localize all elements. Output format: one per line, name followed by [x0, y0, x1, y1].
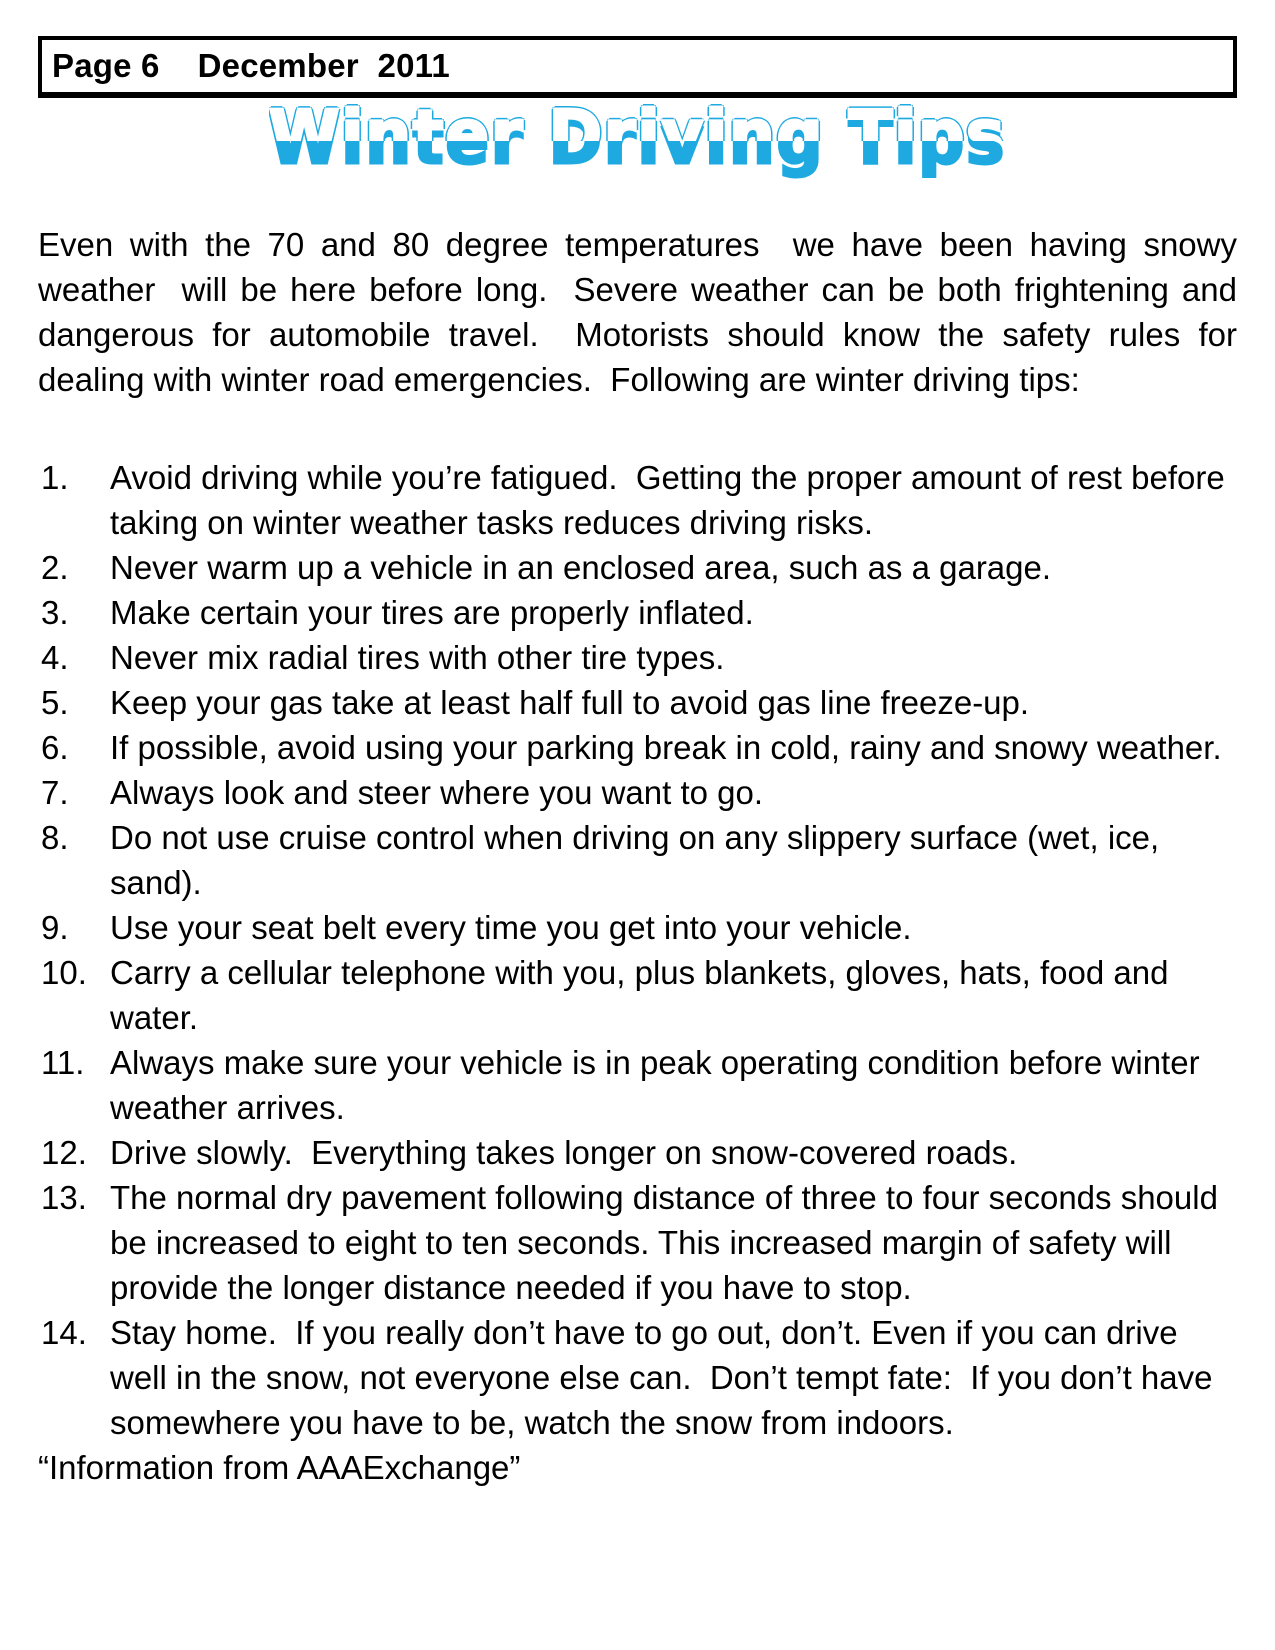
- list-item-text: If possible, avoid using your parking break in cold, rainy and snowy weather.: [110, 729, 1222, 766]
- list-item: [38, 455, 1237, 545]
- list-item-text: Use your seat belt every time you get into your vehicle.: [110, 909, 912, 946]
- list-item-number: 14.: [41, 1314, 87, 1351]
- list-item-number: 10.: [41, 954, 87, 991]
- list-item-text: Always make sure your vehicle is in peak operating condition before winter weather arrives.: [110, 1044, 1209, 1126]
- list-item-number: 13.: [41, 1179, 87, 1216]
- list-item-number: 8.: [41, 819, 69, 856]
- list-item: [38, 905, 1237, 950]
- intro-paragraph: Even with the 70 and 80 degree temperatures we have been having snowy weather will be here before long. Severe weather can be both frightening and dangerous for automobile travel. Motorists should know the safety rules for dealing with winter road emergencies. Following are winter driving tips:: [38, 226, 1247, 398]
- list-item-text: Never mix radial tires with other tire types.: [110, 639, 725, 676]
- list-item-text: Keep your gas take at least half full to avoid gas line freeze-up.: [110, 684, 1030, 721]
- list-item-number: 6.: [41, 729, 69, 766]
- list-item-text: Drive slowly. Everything takes longer on snow-covered roads.: [110, 1134, 1018, 1171]
- tips-list: [38, 455, 1237, 1445]
- page-number: Page 6: [52, 47, 160, 84]
- list-item: [38, 1040, 1237, 1130]
- list-item-text: Make certain your tires are properly inflated.: [110, 594, 754, 631]
- list-item: [38, 950, 1237, 1040]
- list-item: [38, 1175, 1237, 1310]
- list-item-number: 1.: [41, 459, 69, 496]
- list-item-number: 7.: [41, 774, 69, 811]
- list-item: [38, 770, 1237, 815]
- source-citation: “Information from AAAExchange”: [38, 1449, 521, 1486]
- list-item-number: 4.: [41, 639, 69, 676]
- list-item-number: 11.: [41, 1044, 85, 1081]
- list-item-text: Avoid driving while you’re fatigued. Getting the proper amount of rest before taking on winter weather tasks reduces driving risks.: [110, 459, 1234, 541]
- list-item: [38, 1130, 1237, 1175]
- issue-date: December 2011: [197, 47, 450, 84]
- list-item: [38, 725, 1237, 770]
- page-header-box: [38, 36, 1237, 98]
- list-item-number: 5.: [41, 684, 69, 721]
- list-item-number: 2.: [41, 549, 69, 586]
- list-item: [38, 680, 1237, 725]
- title-row: [38, 102, 1237, 186]
- list-item-number: 3.: [41, 594, 69, 631]
- list-item-text: Never warm up a vehicle in an enclosed area, such as a garage.: [110, 549, 1052, 586]
- list-item: [38, 545, 1237, 590]
- list-item-number: 12.: [41, 1134, 87, 1171]
- list-item: [38, 815, 1237, 905]
- list-item: [38, 1310, 1237, 1445]
- list-item-text: Always look and steer where you want to go.: [110, 774, 764, 811]
- list-item: [38, 590, 1237, 635]
- list-item-text: Do not use cruise control when driving on any slippery surface (wet, ice, sand).: [110, 819, 1169, 901]
- page-title: Winter Driving Tips Winter Driving Tips: [269, 102, 1006, 182]
- list-item-text: Stay home. If you really don’t have to go out, don’t. Even if you can drive well in the snow, not everyone else can. Don’t tempt fate: If you don’t have somewhere you have to be, watch the snow from indoors.: [110, 1314, 1222, 1441]
- list-item-number: 9.: [41, 909, 69, 946]
- list-item-text: Carry a cellular telephone with you, plus blankets, gloves, hats, food and water.: [110, 954, 1178, 1036]
- list-item-text: The normal dry pavement following distance of three to four seconds should be increased to eight to ten seconds. This increased margin of safety will provide the longer distance needed if you have to stop.: [110, 1179, 1228, 1306]
- list-item: [38, 635, 1237, 680]
